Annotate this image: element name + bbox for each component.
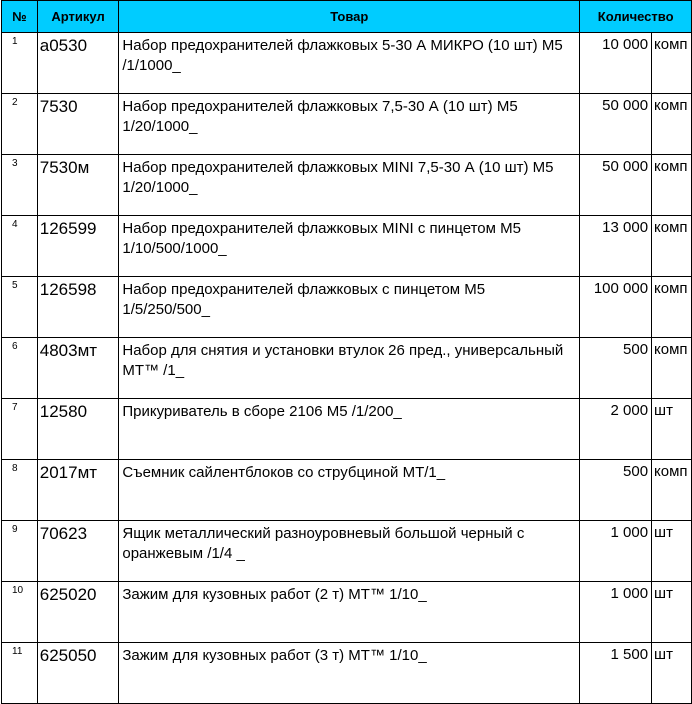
product-name-cell: Зажим для кузовных работ (2 т) МТ™ 1/10_	[119, 582, 580, 643]
product-name-cell: Набор предохранителей флажковых 7,5-30 А (10 шт) М5 1/20/1000_	[119, 94, 580, 155]
product-name-cell: Набор предохранителей флажковых с пинцетом М5 1/5/250/500_	[119, 277, 580, 338]
row-number-cell: 10	[2, 582, 38, 643]
table-row	[2, 155, 692, 216]
quantity-cell: 13 000	[580, 216, 652, 277]
row-number-cell: 3	[2, 155, 38, 216]
article-cell: 2017мт	[37, 460, 119, 521]
table-row	[2, 277, 692, 338]
quantity-cell: 10 000	[580, 33, 652, 94]
row-number-cell: 7	[2, 399, 38, 460]
products-table	[1, 0, 692, 704]
header-article: Артикул	[37, 1, 119, 33]
product-name-cell: Ящик металлический разноуровневый большой черный с оранжевым /1/4 _	[119, 521, 580, 582]
row-number-cell: 2	[2, 94, 38, 155]
header-product: Товар	[119, 1, 580, 33]
unit-cell: комп	[652, 338, 692, 399]
quantity-cell: 1 000	[580, 521, 652, 582]
article-cell: 625020	[37, 582, 119, 643]
product-name-cell: Набор предохранителей флажковых MINI с пинцетом М5 1/10/500/1000_	[119, 216, 580, 277]
quantity-cell: 50 000	[580, 155, 652, 216]
table-row	[2, 33, 692, 94]
unit-cell: шт	[652, 399, 692, 460]
unit-cell: комп	[652, 94, 692, 155]
unit-cell: комп	[652, 277, 692, 338]
product-name-cell: Набор для снятия и установки втулок 26 пред., универсальный МТ™ /1_	[119, 338, 580, 399]
table-row	[2, 216, 692, 277]
article-cell: 4803мт	[37, 338, 119, 399]
quantity-cell: 2 000	[580, 399, 652, 460]
article-cell: 70623	[37, 521, 119, 582]
table-row	[2, 94, 692, 155]
product-name-cell: Набор предохранителей флажковых MINI 7,5-30 А (10 шт) М5 1/20/1000_	[119, 155, 580, 216]
unit-cell: шт	[652, 643, 692, 704]
row-number-cell: 9	[2, 521, 38, 582]
header-row	[2, 1, 692, 33]
article-cell: 625050	[37, 643, 119, 704]
table-row	[2, 582, 692, 643]
header-num: №	[2, 1, 38, 33]
header-quantity: Количество	[580, 1, 692, 33]
unit-cell: комп	[652, 33, 692, 94]
unit-cell: комп	[652, 460, 692, 521]
row-number-cell: 6	[2, 338, 38, 399]
quantity-cell: 100 000	[580, 277, 652, 338]
product-name-cell: Зажим для кузовных работ (3 т) МТ™ 1/10_	[119, 643, 580, 704]
row-number-cell: 4	[2, 216, 38, 277]
product-name-cell: Набор предохранителей флажковых 5-30 А МИКРО (10 шт) М5 /1/1000_	[119, 33, 580, 94]
product-name-cell: Съемник сайлентблоков со струбциной МТ/1_	[119, 460, 580, 521]
table-row	[2, 643, 692, 704]
article-cell: 7530м	[37, 155, 119, 216]
row-number-cell: 5	[2, 277, 38, 338]
table-row	[2, 399, 692, 460]
article-cell: 7530	[37, 94, 119, 155]
unit-cell: шт	[652, 582, 692, 643]
article-cell: а0530	[37, 33, 119, 94]
quantity-cell: 50 000	[580, 94, 652, 155]
article-cell: 12580	[37, 399, 119, 460]
unit-cell: комп	[652, 155, 692, 216]
row-number-cell: 8	[2, 460, 38, 521]
quantity-cell: 1 500	[580, 643, 652, 704]
table-row	[2, 460, 692, 521]
row-number-cell: 11	[2, 643, 38, 704]
quantity-cell: 1 000	[580, 582, 652, 643]
article-cell: 126598	[37, 277, 119, 338]
quantity-cell: 500	[580, 338, 652, 399]
unit-cell: комп	[652, 216, 692, 277]
product-name-cell: Прикуриватель в сборе 2106 М5 /1/200_	[119, 399, 580, 460]
unit-cell: шт	[652, 521, 692, 582]
table-row	[2, 338, 692, 399]
row-number-cell: 1	[2, 33, 38, 94]
quantity-cell: 500	[580, 460, 652, 521]
table-row	[2, 521, 692, 582]
article-cell: 126599	[37, 216, 119, 277]
